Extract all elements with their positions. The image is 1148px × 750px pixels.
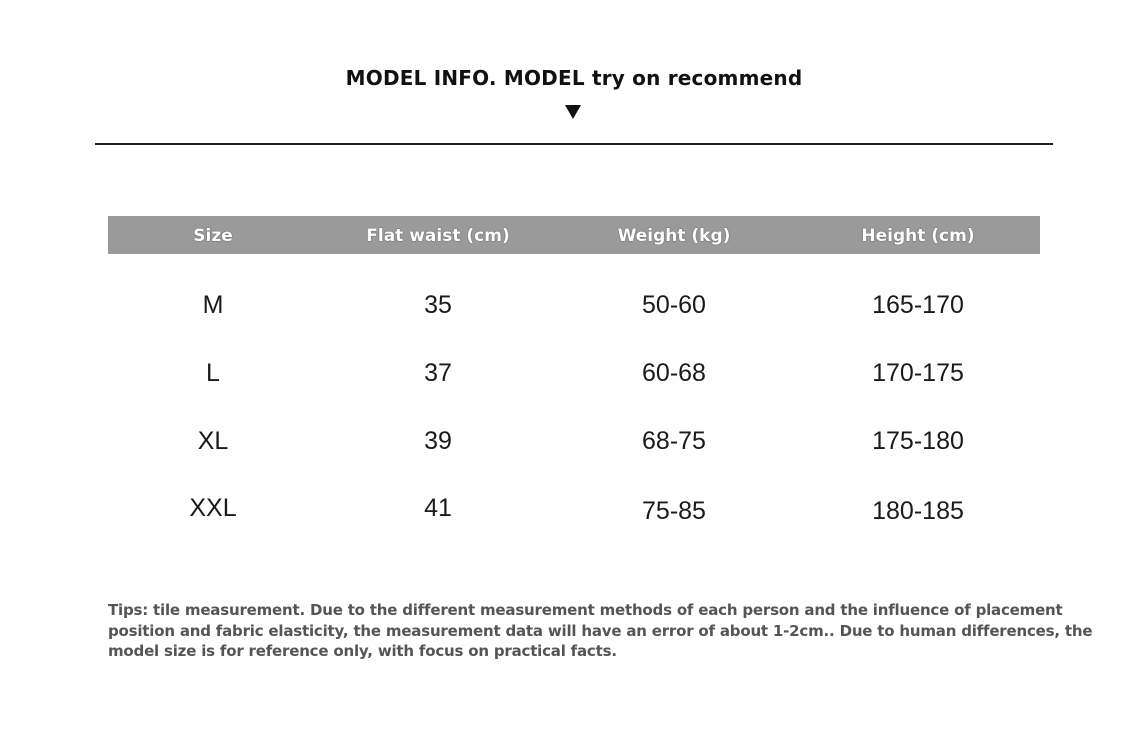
cell-weight: 75-85 [642,497,706,525]
tips-note: Tips: tile measurement. Due to the different measurement methods of each person and the influence of placement position and fabric elasticity, the measurement data will have an error of about 1-2cm.. Due to human differences, the model size is for reference only, with focus on practical facts. [108,601,1093,660]
header-height: Height (cm) [861,226,975,246]
cell-flat-waist: 39 [424,427,452,455]
cell-flat-waist: 35 [424,291,452,319]
cell-size: M [202,291,224,319]
cell-weight: 50-60 [642,291,706,319]
table-row [108,421,1040,461]
page-title: MODEL INFO. MODEL try on recommend [345,66,803,90]
cell-size: XL [197,427,229,455]
cell-height: 165-170 [872,291,964,319]
divider [95,143,1053,145]
cell-weight: 68-75 [642,427,706,455]
header-size: Size [193,226,233,246]
cell-size: L [206,359,220,387]
cell-height: 170-175 [872,359,964,387]
cell-size: XXL [189,494,237,522]
cell-flat-waist: 41 [424,494,452,522]
table-row [108,353,1040,393]
table-row [108,488,1040,528]
table-row [108,285,1040,325]
header-flat-waist: Flat waist (cm) [366,226,510,246]
table-header [108,216,1040,254]
cell-height: 180-185 [872,497,964,525]
header-weight: Weight (kg) [617,226,731,246]
cell-weight: 60-68 [642,359,706,387]
cell-flat-waist: 37 [424,359,452,387]
down-triangle-icon [565,105,581,119]
cell-height: 175-180 [872,427,964,455]
